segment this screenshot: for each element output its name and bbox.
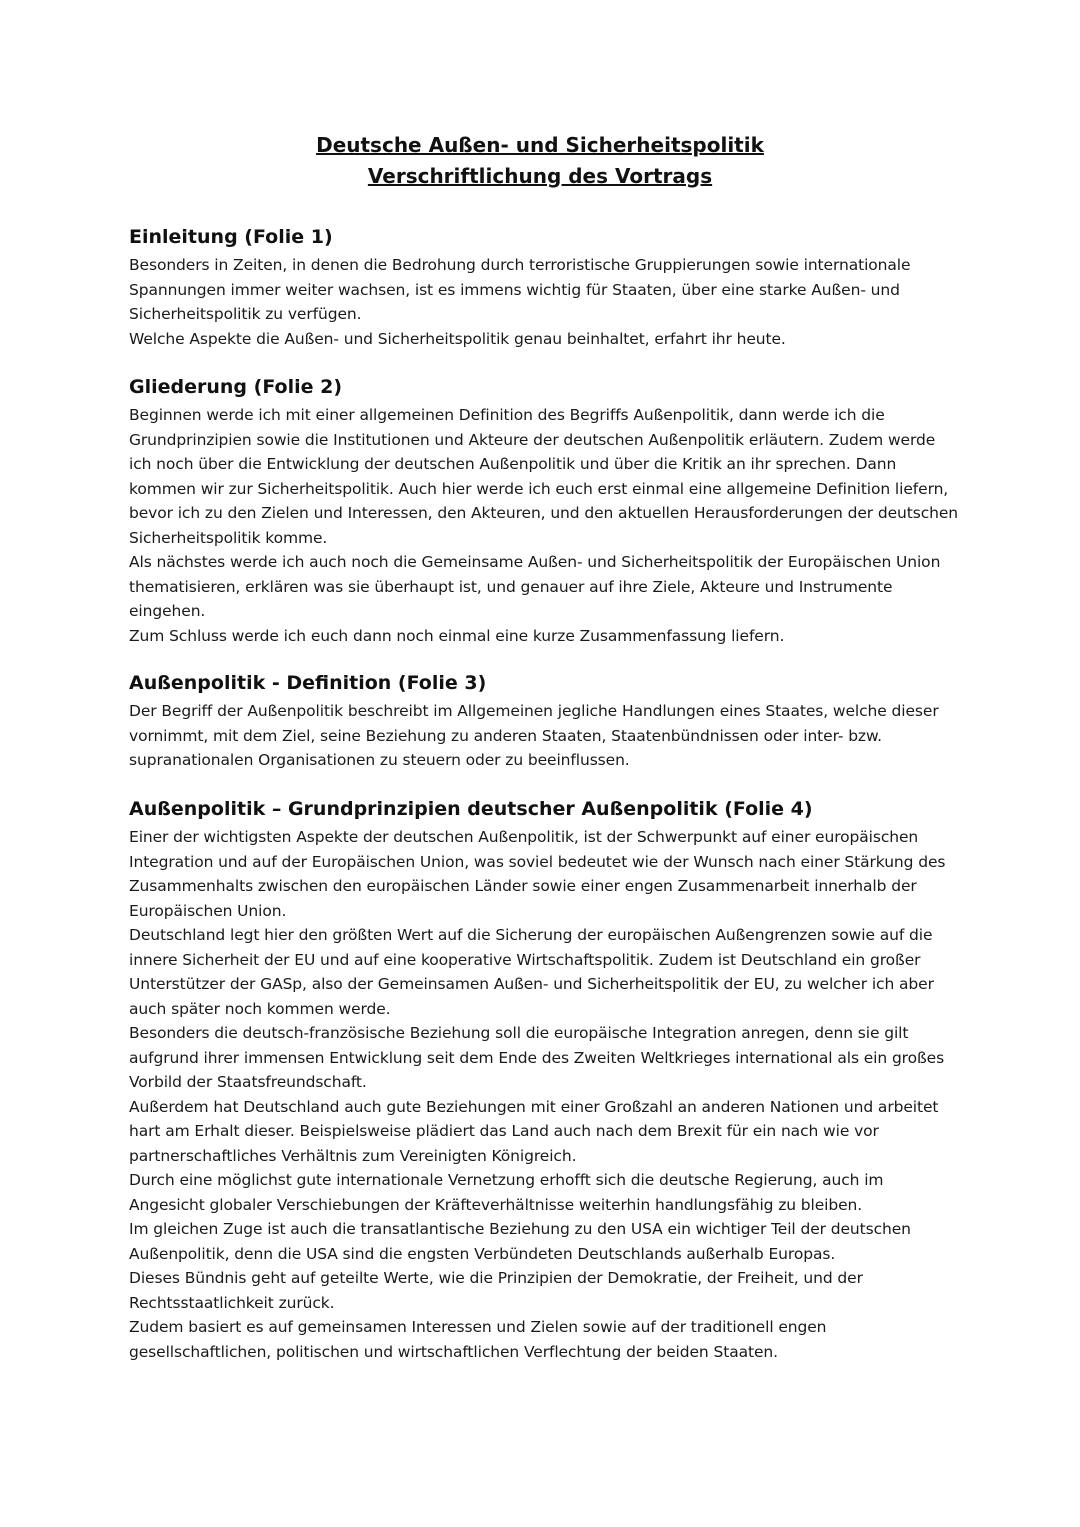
- section-grundprinzipien: [129, 797, 959, 1364]
- paragraph: Außerdem hat Deutschland auch gute Beziehungen mit einer Großzahl an anderen Nationen und arbeitet hart am Erhalt dieser. Beispielsweise plädiert das Land auch nach dem Brexit für ein nach wie vor partnerschaftliches Verhältnis zum Vereinigten Königreich.: [129, 1097, 939, 1165]
- section-body: [129, 825, 959, 1364]
- section-body: [129, 403, 959, 648]
- document-title: [0, 130, 1080, 192]
- section-gliederung: [129, 375, 959, 648]
- paragraph: Dieses Bündnis geht auf geteilte Werte, wie die Prinzipien der Demokratie, der Freiheit, und der Rechtsstaatlichkeit zurück.: [129, 1269, 863, 1312]
- title-line-2: Verschriftlichung des Vortrags: [367, 164, 713, 188]
- section-body: [129, 253, 959, 351]
- paragraph: Zudem basiert es auf gemeinsamen Interessen und Zielen sowie auf der traditionell engen gesellschaftlichen, politischen und wirtschaftlichen Verflechtung der beiden Staaten.: [129, 1318, 827, 1361]
- paragraph: Deutschland legt hier den größten Wert auf die Sicherung der europäischen Außengrenzen sowie auf die innere Sicherheit der EU und auf eine kooperative Wirtschaftspolitik. Zudem ist Deutschland ein großer Unterstützer der GASp, also der Gemeinsamen Außen- und Sicherheitspolitik der EU, zu welcher ich aber auch später noch kommen werde.: [129, 926, 934, 1018]
- paragraph: Durch eine möglichst gute internationale Vernetzung erhofft sich die deutsche Regierung, auch im Angesicht globaler Verschiebungen der Kräfteverhältnisse weiterhin handlungsfähig zu bleiben.: [129, 1171, 884, 1214]
- paragraph: Besonders die deutsch-französische Beziehung soll die europäische Integration anregen, denn sie gilt aufgrund ihrer immensen Entwicklung seit dem Ende des Zweiten Weltkrieges international als ein großes Vorbild der Staatsfreundschaft.: [129, 1024, 945, 1091]
- paragraph: Besonders in Zeiten, in denen die Bedrohung durch terroristische Gruppierungen sowie internationale Spannungen immer weiter wachsen, ist es immens wichtig für Staaten, über eine starke Außen- und Sicherheitspolitik zu verfügen.: [129, 256, 911, 323]
- section-einleitung: [129, 225, 959, 351]
- section-definition: [129, 671, 959, 773]
- section-heading: Gliederung (Folie 2): [129, 376, 343, 398]
- paragraph: Zum Schluss werde ich euch dann noch einmal eine kurze Zusammenfassung liefern.: [129, 626, 785, 645]
- section-heading: Außenpolitik – Grundprinzipien deutscher Außenpolitik (Folie 4): [129, 798, 813, 820]
- paragraph: Im gleichen Zuge ist auch die transatlantische Beziehung zu den USA ein wichtiger Teil der deutschen Außenpolitik, denn die USA sind die engsten Verbündeten Deutschlands außerhalb Europas.: [129, 1220, 911, 1263]
- title-line-1: Deutsche Außen- und Sicherheitspolitik: [316, 133, 764, 157]
- section-heading: Einleitung (Folie 1): [129, 226, 333, 248]
- paragraph: Beginnen werde ich mit einer allgemeinen Definition des Begriffs Außenpolitik, dann werde ich die Grundprinzipien sowie die Institutionen und Akteure der deutschen Außenpolitik erläutern. Zudem werde ich noch über die Entwicklung der deutschen Außenpolitik und über die Kritik an ihr sprechen. Dann kommen wir zur Sicherheitspolitik. Auch hier werde ich euch erst einmal eine allgemeine Definition liefern, bevor ich zu den Zielen und Interessen, den Akteuren, und den aktuellen Herausforderungen der deutschen Sicherheitspolitik komme.: [129, 406, 959, 547]
- paragraph: Welche Aspekte die Außen- und Sicherheitspolitik genau beinhaltet, erfahrt ihr heute.: [129, 329, 786, 348]
- paragraph: Der Begriff der Außenpolitik beschreibt im Allgemeinen jegliche Handlungen eines Staates, welche dieser vornimmt, mit dem Ziel, seine Beziehung zu anderen Staaten, Staatenbündnissen oder inter- bzw. supranationalen Organisationen zu steuern oder zu beeinflussen.: [129, 702, 939, 769]
- section-heading: Außenpolitik - Definition (Folie 3): [129, 672, 487, 694]
- paragraph: Als nächstes werde ich auch noch die Gemeinsame Außen- und Sicherheitspolitik der Europäischen Union thematisieren, erklären was sie überhaupt ist, und genauer auf ihre Ziele, Akteure und Instrumente eingehen.: [129, 553, 941, 620]
- paragraph: Einer der wichtigsten Aspekte der deutschen Außenpolitik, ist der Schwerpunkt auf einer europäischen Integration und auf der Europäischen Union, was soviel bedeutet wie der Wunsch nach einer Stärkung des Zusammenhalts zwischen den europäischen Länder sowie einer engen Zusammenarbeit innerhalb der Europäischen Union.: [129, 828, 946, 920]
- section-body: [129, 699, 959, 773]
